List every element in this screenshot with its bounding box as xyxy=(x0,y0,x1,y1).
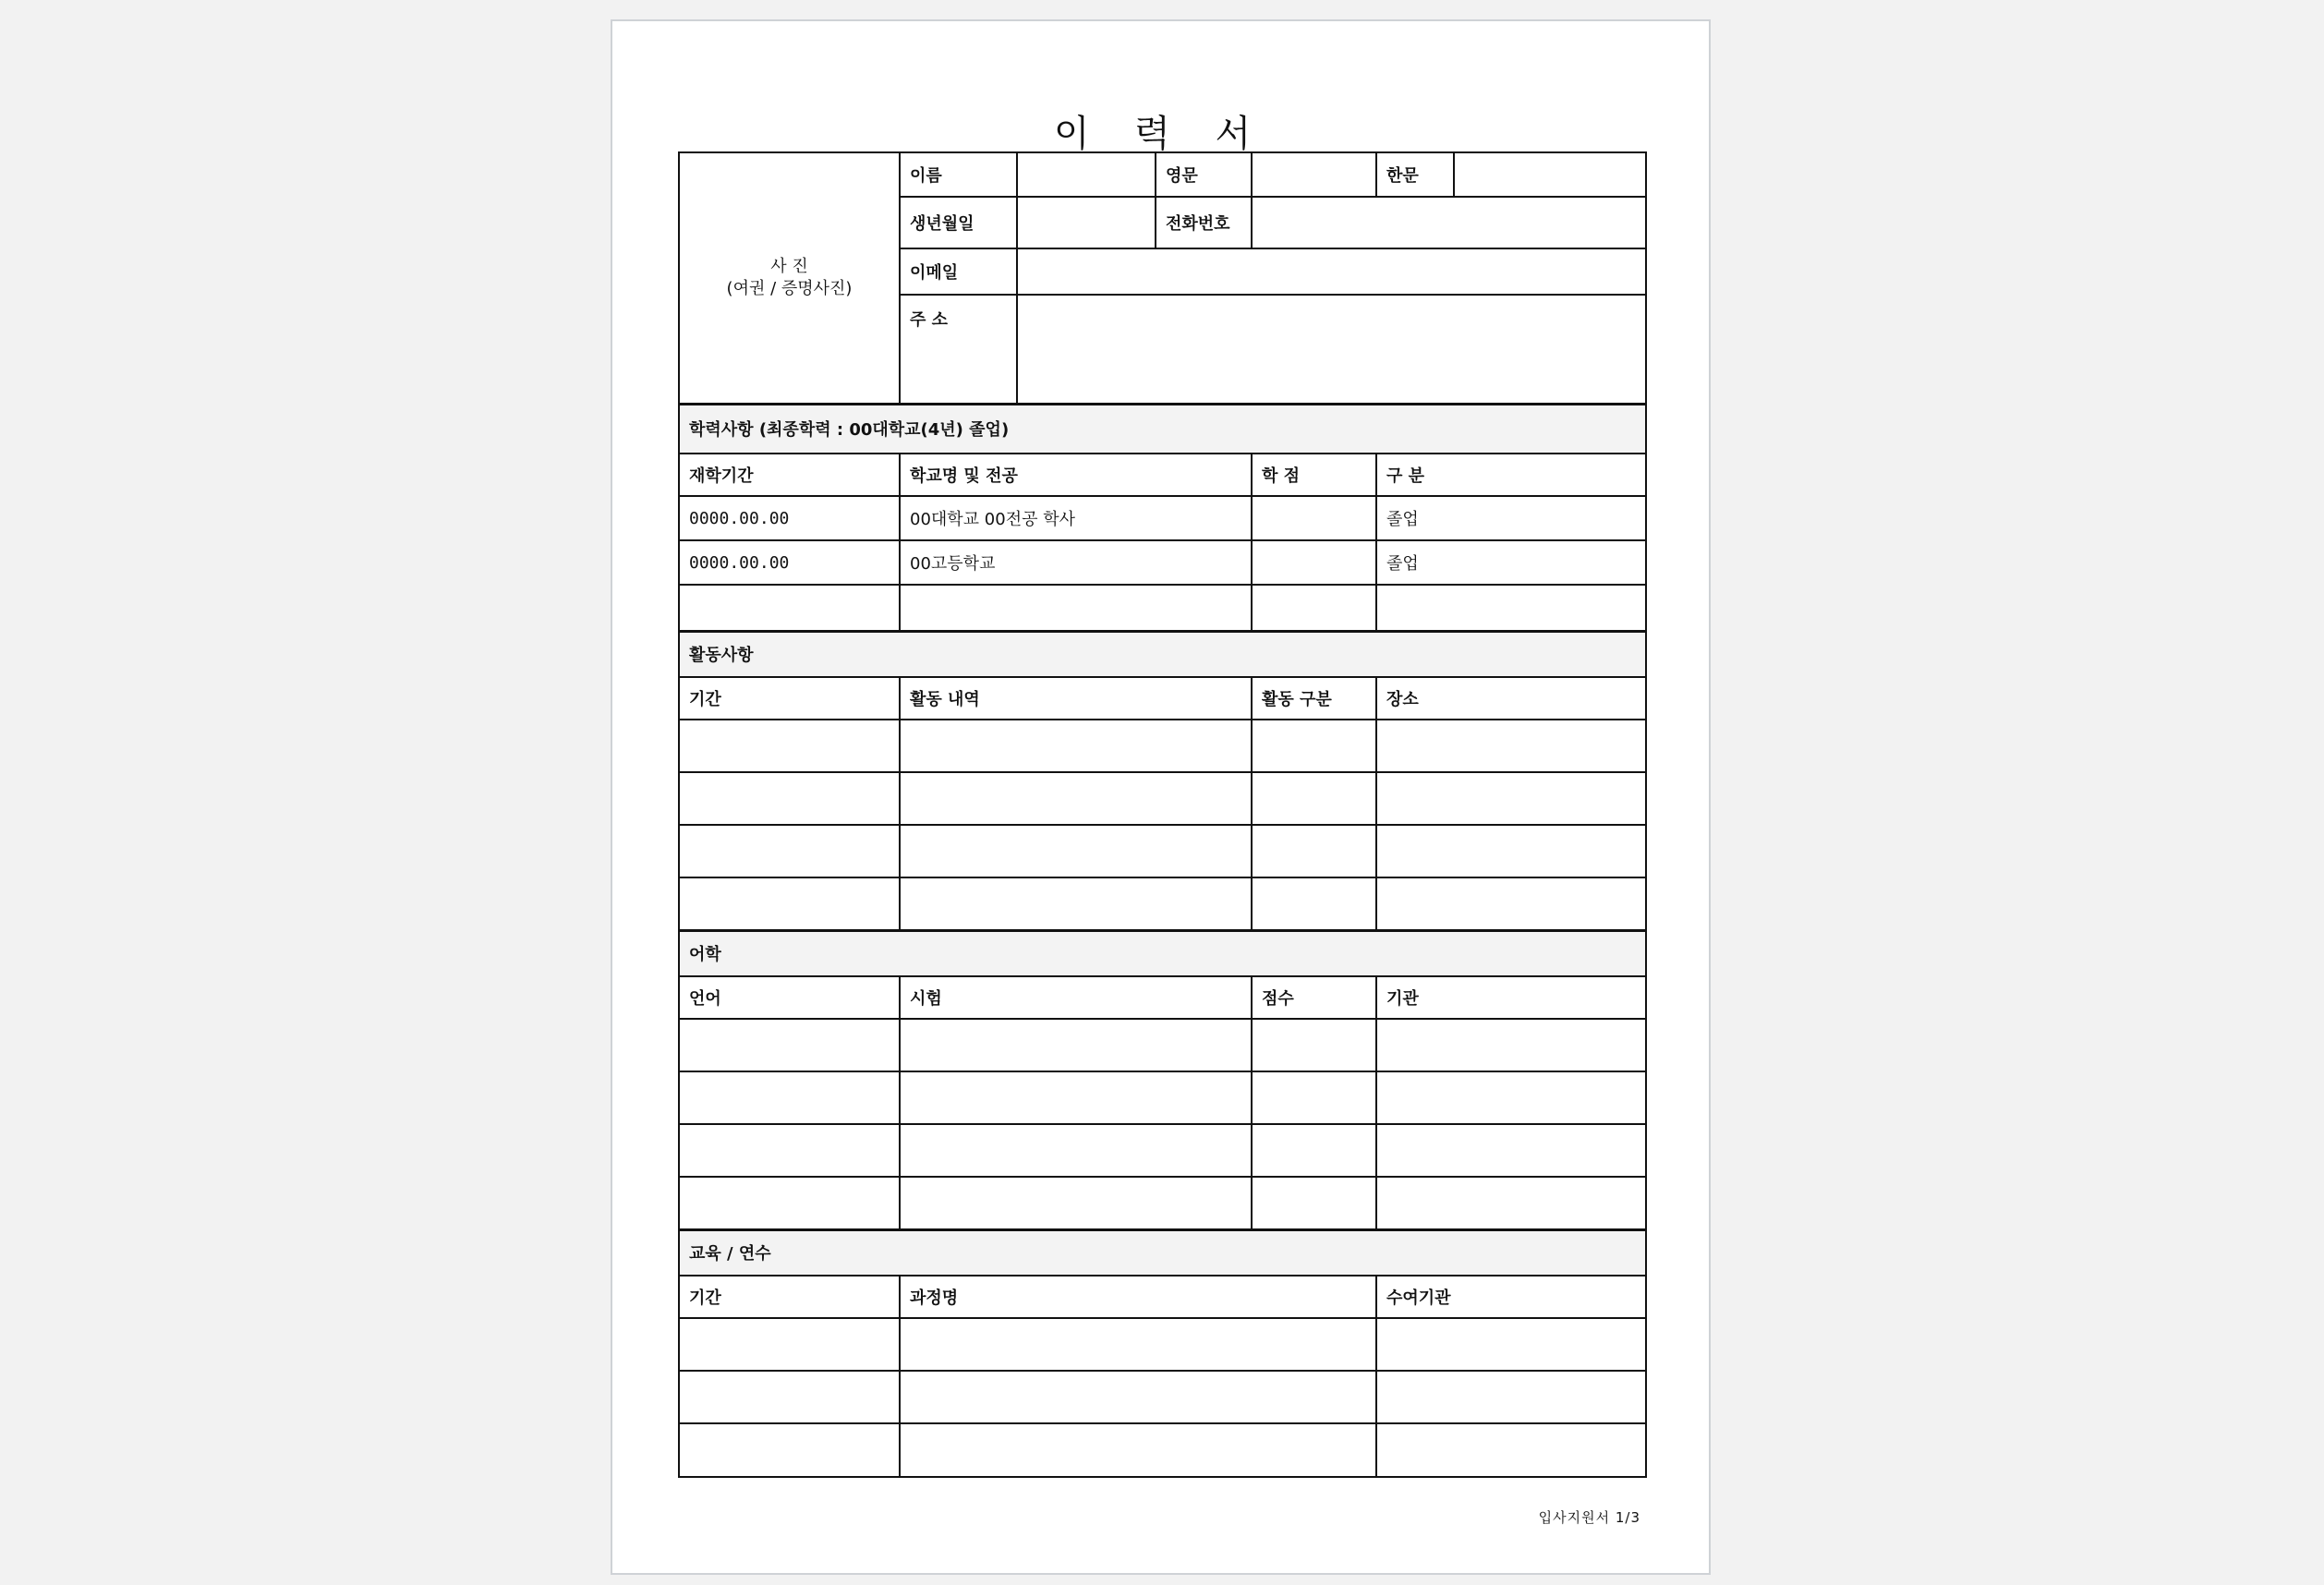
activities-cell[interactable] xyxy=(1376,877,1646,930)
table-row xyxy=(679,1071,1646,1124)
activities-cell[interactable] xyxy=(1376,825,1646,877)
languages-cell[interactable] xyxy=(679,1124,900,1177)
languages-header-language: 언어 xyxy=(679,976,900,1019)
training-header-period: 기간 xyxy=(679,1276,900,1318)
languages-cell[interactable] xyxy=(900,1019,1252,1071)
activities-section-title: 활동사항 xyxy=(679,631,1646,677)
activities-cell[interactable] xyxy=(1376,720,1646,772)
birth-date-field[interactable] xyxy=(1017,197,1156,248)
education-period-cell[interactable]: 0000.00.00 xyxy=(679,540,900,585)
languages-cell[interactable] xyxy=(679,1019,900,1071)
education-school-cell[interactable]: 00대학교 00전공 학사 xyxy=(900,496,1252,540)
table-row xyxy=(679,1318,1646,1371)
english-name-label: 영문 xyxy=(1156,152,1252,197)
resume-form-table xyxy=(678,151,1647,1478)
page-title: 이 력 서 xyxy=(1053,113,1268,155)
education-credits-cell[interactable] xyxy=(1252,496,1376,540)
education-header-credits: 학 점 xyxy=(1252,454,1376,496)
activities-header-type: 활동 구분 xyxy=(1252,677,1376,720)
page-footer: 입사지원서 1/3 xyxy=(1538,1509,1640,1526)
activities-cell[interactable] xyxy=(679,772,900,825)
address-field[interactable] xyxy=(1017,295,1646,404)
resume-page xyxy=(611,19,1711,1575)
languages-cell[interactable] xyxy=(1376,1019,1646,1071)
languages-cell[interactable] xyxy=(1252,1071,1376,1124)
languages-cell[interactable] xyxy=(900,1071,1252,1124)
training-cell[interactable] xyxy=(1376,1318,1646,1371)
languages-cell[interactable] xyxy=(1376,1177,1646,1229)
languages-cell[interactable] xyxy=(1252,1177,1376,1229)
photo-label: 사 진 xyxy=(770,256,808,276)
languages-section-title: 어학 xyxy=(679,930,1646,976)
education-header-category: 구 분 xyxy=(1376,454,1646,496)
hanja-name-field[interactable] xyxy=(1454,152,1646,197)
languages-cell[interactable] xyxy=(679,1071,900,1124)
education-period-cell[interactable] xyxy=(679,585,900,631)
education-credits-cell[interactable] xyxy=(1252,585,1376,631)
activities-cell[interactable] xyxy=(1252,772,1376,825)
languages-header-score: 점수 xyxy=(1252,976,1376,1019)
activities-cell[interactable] xyxy=(900,720,1252,772)
languages-cell[interactable] xyxy=(1376,1071,1646,1124)
education-header-period: 재학기간 xyxy=(679,454,900,496)
activities-header-details: 활동 내역 xyxy=(900,677,1252,720)
table-row xyxy=(679,585,1646,631)
languages-cell[interactable] xyxy=(1376,1124,1646,1177)
education-category-cell[interactable]: 졸업 xyxy=(1376,496,1646,540)
photo-box[interactable] xyxy=(679,152,900,404)
education-period-cell[interactable]: 0000.00.00 xyxy=(679,496,900,540)
training-cell[interactable] xyxy=(1376,1423,1646,1477)
address-label: 주 소 xyxy=(900,295,1017,404)
table-row xyxy=(679,1019,1646,1071)
photo-hint: (여권 / 증명사진) xyxy=(726,278,853,298)
education-category-cell[interactable]: 졸업 xyxy=(1376,540,1646,585)
activities-cell[interactable] xyxy=(1252,720,1376,772)
training-cell[interactable] xyxy=(900,1371,1376,1423)
languages-cell[interactable] xyxy=(1252,1019,1376,1071)
languages-header-institution: 기관 xyxy=(1376,976,1646,1019)
languages-cell[interactable] xyxy=(1252,1124,1376,1177)
training-cell[interactable] xyxy=(900,1423,1376,1477)
table-row xyxy=(679,1177,1646,1229)
training-cell[interactable] xyxy=(679,1371,900,1423)
activities-cell[interactable] xyxy=(900,772,1252,825)
phone-field[interactable] xyxy=(1252,197,1646,248)
languages-cell[interactable] xyxy=(900,1124,1252,1177)
table-row xyxy=(679,825,1646,877)
activities-cell[interactable] xyxy=(679,877,900,930)
activities-cell[interactable] xyxy=(679,825,900,877)
education-section-title: 학력사항 (최종학력 : 00대학교(4년) 졸업) xyxy=(679,404,1646,454)
training-cell[interactable] xyxy=(900,1318,1376,1371)
table-row xyxy=(679,540,1646,585)
education-header-school: 학교명 및 전공 xyxy=(900,454,1252,496)
table-row xyxy=(679,1423,1646,1477)
activities-header-period: 기간 xyxy=(679,677,900,720)
activities-cell[interactable] xyxy=(1252,877,1376,930)
phone-label: 전화번호 xyxy=(1156,197,1252,248)
activities-cell[interactable] xyxy=(679,720,900,772)
education-credits-cell[interactable] xyxy=(1252,540,1376,585)
education-school-cell[interactable]: 00고등학교 xyxy=(900,540,1252,585)
training-cell[interactable] xyxy=(1376,1371,1646,1423)
training-section-title: 교육 / 연수 xyxy=(679,1229,1646,1276)
table-row xyxy=(679,720,1646,772)
languages-header-test: 시험 xyxy=(900,976,1252,1019)
table-row xyxy=(679,1124,1646,1177)
table-row xyxy=(679,877,1646,930)
hanja-name-label: 한문 xyxy=(1376,152,1454,197)
activities-cell[interactable] xyxy=(900,877,1252,930)
table-row xyxy=(679,772,1646,825)
education-school-cell[interactable] xyxy=(900,585,1252,631)
training-header-course: 과정명 xyxy=(900,1276,1376,1318)
languages-cell[interactable] xyxy=(900,1177,1252,1229)
name-field[interactable] xyxy=(1017,152,1156,197)
table-row xyxy=(679,1371,1646,1423)
email-field[interactable] xyxy=(1017,248,1646,295)
training-header-issuer: 수여기관 xyxy=(1376,1276,1646,1318)
activities-cell[interactable] xyxy=(1376,772,1646,825)
activities-cell[interactable] xyxy=(1252,825,1376,877)
training-cell[interactable] xyxy=(679,1423,900,1477)
training-cell[interactable] xyxy=(679,1318,900,1371)
table-row xyxy=(679,496,1646,540)
name-label: 이름 xyxy=(900,152,1017,197)
activities-cell[interactable] xyxy=(900,825,1252,877)
activities-header-place: 장소 xyxy=(1376,677,1646,720)
languages-cell[interactable] xyxy=(679,1177,900,1229)
email-label: 이메일 xyxy=(900,248,1017,295)
birth-date-label: 생년월일 xyxy=(900,197,1017,248)
education-category-cell[interactable] xyxy=(1376,585,1646,631)
english-name-field[interactable] xyxy=(1252,152,1376,197)
